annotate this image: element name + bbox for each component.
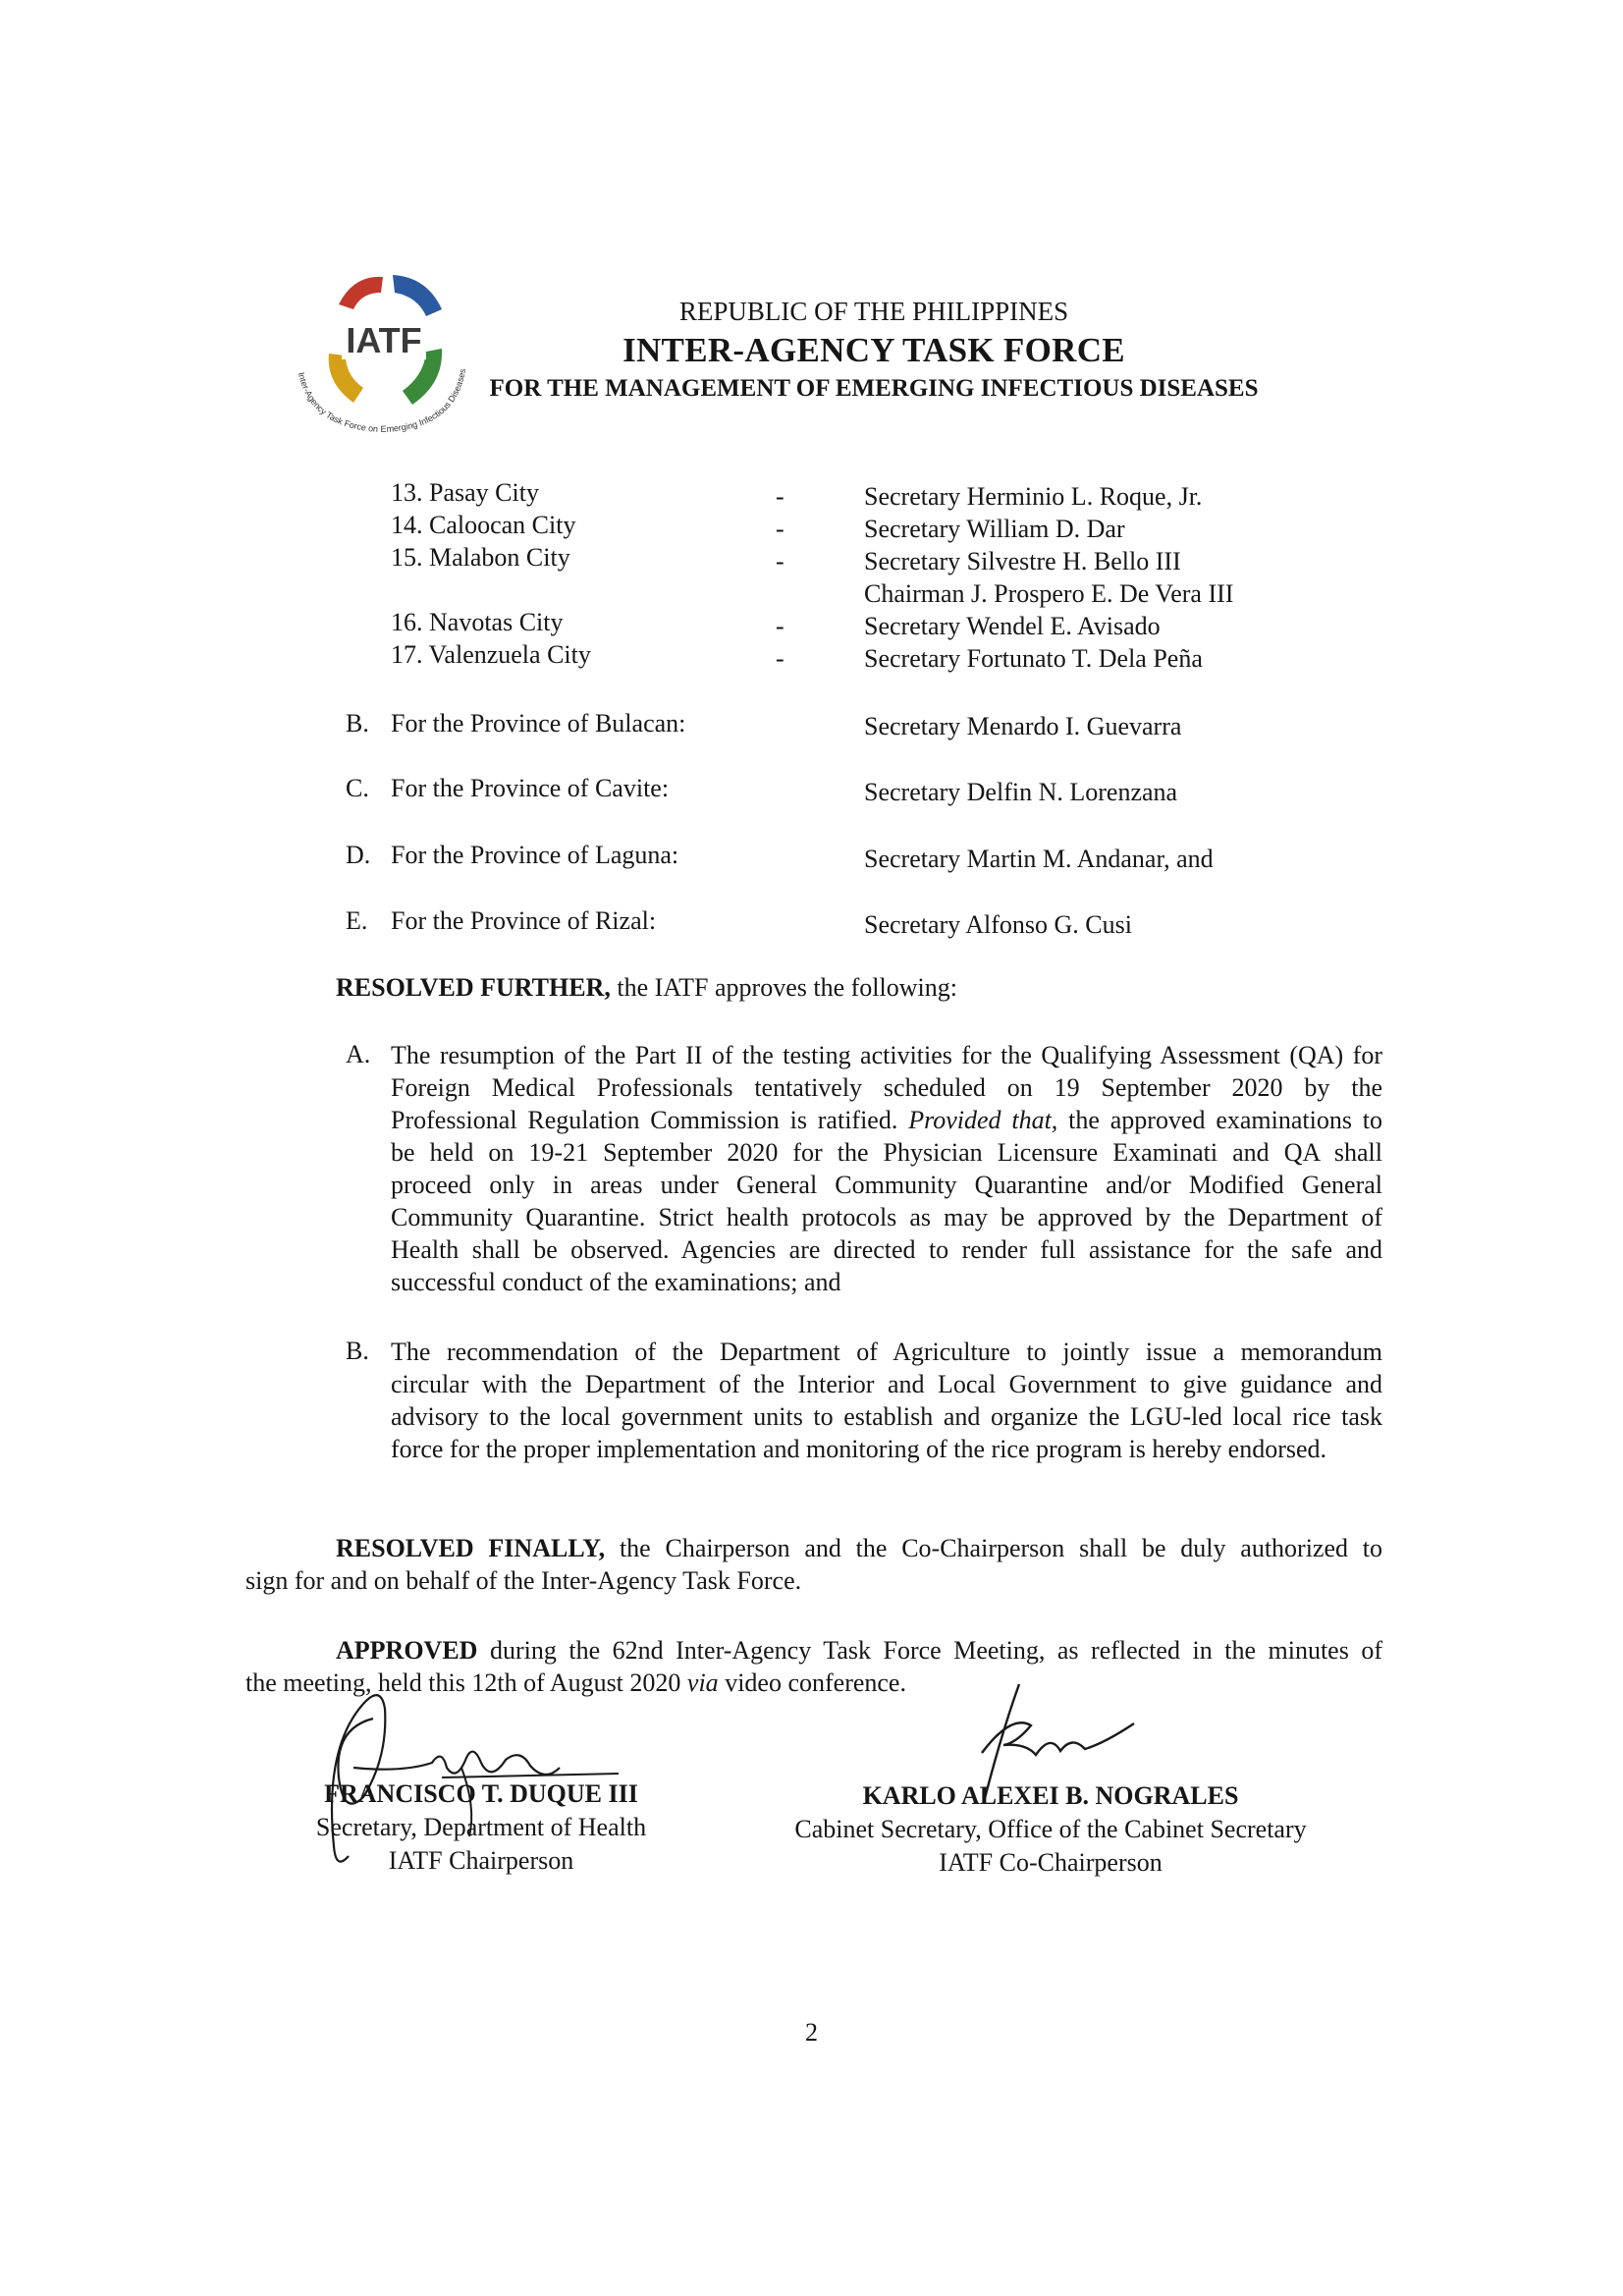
secretary-name: Secretary William D. Dar	[864, 515, 1125, 543]
dash: -	[776, 644, 784, 673]
svg-text:Inter-Agency Task Force on Eme	[297, 367, 468, 434]
dash: -	[776, 515, 784, 543]
dash: -	[776, 547, 784, 575]
header-task-force: INTER-AGENCY TASK FORCE	[622, 331, 1125, 369]
item-a-line: Community Quarantine. Strict health protocols as may be approved by the Department of	[391, 1203, 1382, 1231]
page-number: 2	[805, 2018, 818, 2047]
secretary-name: Secretary Wendel E. Avisado	[864, 612, 1161, 640]
logo-text: IATF	[346, 320, 422, 360]
item-b-line: The recommendation of the Department of Agriculture to jointly issue a memorandum	[391, 1338, 1382, 1366]
city-name: 15. Malabon City	[391, 543, 570, 572]
header-republic: REPUBLIC OF THE PHILIPPINES	[678, 297, 1069, 326]
resolved-finally-line: sign for and on behalf of the Inter-Agency Task Force.	[245, 1566, 802, 1595]
item-a-line: be held on 19-21 September 2020 for the Physician Licensure Examinati and QA shall	[391, 1138, 1382, 1167]
approved-line: the meeting, held this 12th of August 2020 via video conference.	[245, 1668, 906, 1697]
item-a-line: Professional Regulation Commission is ratified. Provided that, the approved examinations to	[391, 1106, 1383, 1134]
item-a-line: successful conduct of the examinations; and	[391, 1268, 841, 1296]
item-a-letter: A.	[346, 1040, 371, 1068]
dash: -	[776, 612, 784, 640]
secretary-name: Secretary Silvestre H. Bello III	[864, 547, 1181, 575]
signatory-title: Secretary, Department of Health	[315, 1813, 647, 1841]
signatory-role: IATF Co-Chairperson	[939, 1848, 1163, 1877]
item-b-letter: B.	[346, 1337, 369, 1365]
resolved-finally-line: RESOLVED FINALLY, the Chairperson and the Co-Chairperson shall be duly authorized to	[336, 1534, 1383, 1562]
dash: -	[776, 482, 784, 511]
resolved-further-text: the IATF approves the following:	[610, 973, 957, 1002]
secretary-name: Secretary Menardo I. Guevarra	[864, 712, 1182, 740]
province-label: For the Province of Laguna:	[391, 841, 679, 869]
resolved-further	[336, 972, 957, 1004]
item-a-paragraph	[391, 1039, 1382, 1298]
signatory-right	[766, 1779, 1335, 1880]
iatf-logo	[285, 265, 476, 442]
item-letter: C.	[346, 774, 369, 802]
item-letter: E.	[346, 906, 368, 935]
item-a-line: The resumption of the Part II of the testing activities for the Qualifying Assessment (QA) for	[391, 1041, 1382, 1069]
secretary-name: Secretary Martin M. Andanar, and	[864, 845, 1214, 873]
resolved-further-bold: RESOLVED FURTHER,	[336, 973, 611, 1002]
city-name: 17. Valenzuela City	[391, 640, 591, 669]
header-subtitle: FOR THE MANAGEMENT OF EMERGING INFECTIOUS DISEASES	[489, 375, 1259, 402]
signatory-role: IATF Chairperson	[388, 1846, 574, 1875]
secretary-name: Secretary Alfonso G. Cusi	[864, 910, 1132, 939]
province-label: For the Province of Cavite:	[391, 774, 670, 802]
city-name: 14. Caloocan City	[391, 511, 576, 539]
city-name: 13. Pasay City	[391, 478, 539, 507]
item-a-line: Health shall be observed. Agencies are directed to render full assistance for the safe and	[391, 1235, 1382, 1264]
item-letter: B.	[346, 709, 369, 738]
approved-line: APPROVED during the 62nd Inter-Agency Task Force Meeting, as reflected in the minutes of	[336, 1636, 1382, 1665]
item-b-line: circular with the Department of the Interior and Local Government to give guidance and	[391, 1370, 1382, 1398]
item-b-line: advisory to the local government units to establish and organize the LGU-led local rice task	[391, 1402, 1382, 1431]
secretary-name: Secretary Herminio L. Roque, Jr.	[864, 482, 1203, 511]
signatory-title: Cabinet Secretary, Office of the Cabinet Secretary	[794, 1815, 1307, 1843]
item-b-paragraph	[391, 1336, 1382, 1465]
logo-ring-text: Inter-Agency Task Force on Emerging Infectious Diseases	[296, 367, 468, 435]
province-label: For the Province of Rizal:	[391, 906, 657, 935]
item-b-line: force for the proper implementation and monitoring of the rice program is hereby endorsed.	[391, 1435, 1327, 1463]
city-name: 16. Navotas City	[391, 608, 564, 636]
secretary-name: Secretary Delfin N. Lorenzana	[864, 778, 1178, 806]
resolved-finally-paragraph	[245, 1532, 1382, 1597]
province-label: For the Province of Bulacan:	[391, 709, 686, 738]
item-a-line: Foreign Medical Professionals tentatively scheduled on 19 September 2020 by the	[391, 1073, 1382, 1102]
signatory-name: FRANCISCO T. DUQUE III	[324, 1779, 638, 1808]
secretary-name: Chairman J. Prospero E. De Vera III	[864, 579, 1234, 608]
item-a-line: proceed only in areas under General Community Quarantine and/or Modified General	[391, 1171, 1382, 1199]
signatory-left	[245, 1777, 717, 1878]
signatory-name: KARLO ALEXEI B. NOGRALES	[862, 1781, 1239, 1810]
secretary-name: Secretary Fortunato T. Dela Peña	[864, 644, 1203, 673]
item-letter: D.	[346, 841, 371, 869]
